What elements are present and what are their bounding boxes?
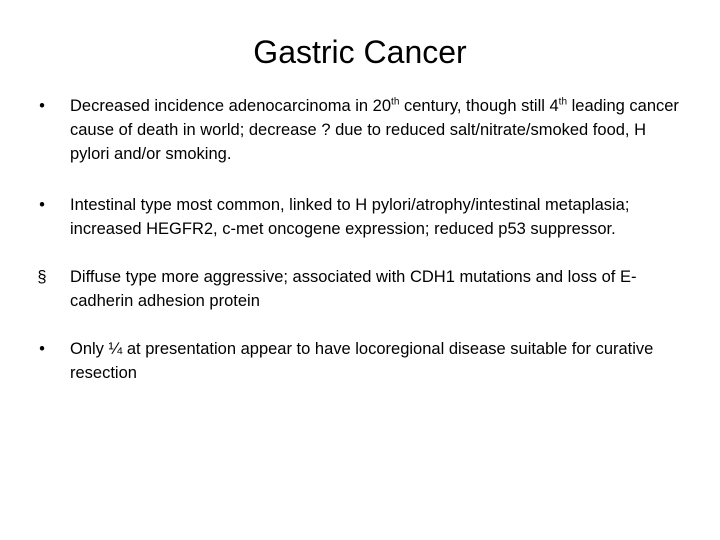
superscript: th [558, 96, 568, 108]
superscript: th [391, 96, 400, 108]
bullet-text: Decreased incidence adenocarcinoma in 20th century, though still 4th leading cancer cause of death in world; decrease ? due to reduced salt/nitrate/smoked food, H pylori and/or smoking. [70, 96, 679, 163]
bullet-item [30, 94, 690, 166]
bullet-marker: • [39, 340, 45, 358]
bullet-item [30, 265, 690, 313]
bullet-list [30, 94, 690, 385]
bullet-item [30, 337, 690, 385]
bullet-text: Only ¼ at presentation appear to have locoregional disease suitable for curative resection [70, 340, 654, 382]
bullet-text: Intestinal type most common, linked to H pylori/atrophy/intestinal metaplasia; increased HEGFR2, c-met oncogene expression; reduced p53 suppressor. [70, 196, 630, 238]
slide-title: Gastric Cancer [253, 34, 467, 70]
bullet-marker: § [37, 268, 47, 286]
bullet-item [30, 193, 690, 241]
bullet-marker: • [39, 97, 45, 115]
bullet-text: Diffuse type more aggressive; associated with CDH1 mutations and loss of E- cadherin adhesion protein [70, 268, 637, 310]
bullet-marker: • [39, 196, 45, 214]
